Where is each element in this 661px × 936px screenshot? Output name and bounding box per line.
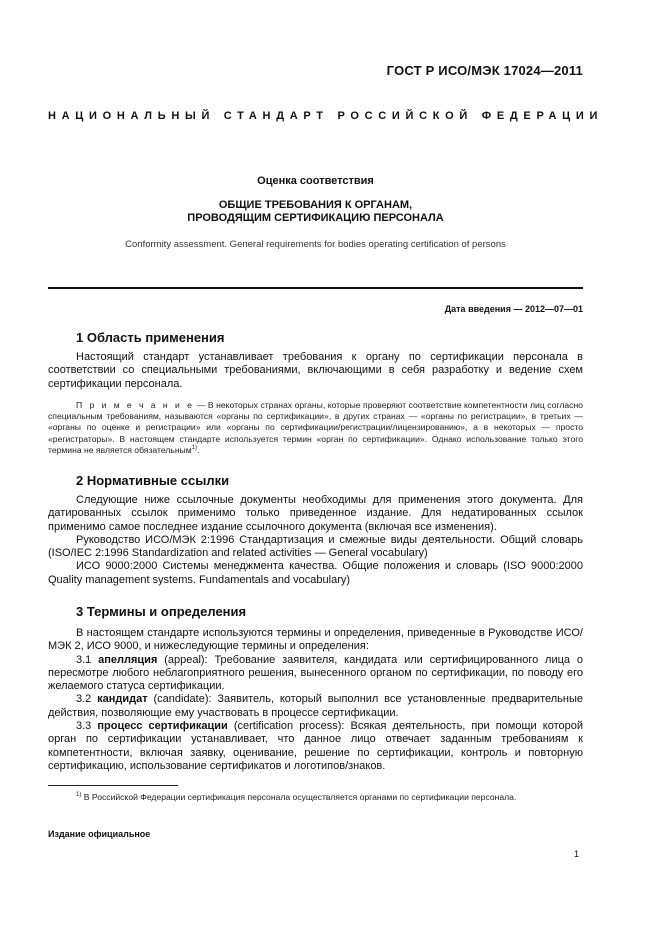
normative-reference-2: ИСО 9000:2000 Системы менеджмента качества. Общие положения и словарь (ISO 9000:2000 Quality management systems. Fundamentals and vocabulary) [48,560,583,586]
section-3-body [48,627,583,773]
term-entry: 3.1 апелляция (appeal): Требование заявителя, кандидата или сертифицированного лица о пересмотре любого неблагоприятного решения, вынесенного органом по сертификации, по поводу его желаемого статуса сертификации. [48,653,583,693]
section-3-heading: 3 Термины и определения [76,604,247,619]
footnote [48,791,583,803]
footnote-marker: 1) [76,792,82,799]
term-name: процесс сертификации [97,720,228,733]
section-2-body [48,494,583,587]
document-title-english: Conformity assessment. General requirements for bodies operating certification of persons [125,239,506,250]
document-title-line-2: ПРОВОДЯЩИМ СЕРТИФИКАЦИЮ ПЕРСОНАЛА [187,212,444,224]
document-title [48,199,583,225]
note-footnote-ref: 1) [191,444,197,451]
introduction-date: Дата введения — 2012—07—01 [444,304,583,314]
header-divider [48,287,583,289]
document-kicker: Оценка соответствия [257,175,374,187]
term-name: кандидат [97,693,148,706]
standard-number: ГОСТ Р ИСО/МЭК 17024—2011 [386,63,583,78]
section-1-body [48,351,583,391]
edition-label: Издание официальное [48,829,151,839]
section-2-paragraph: Следующие ниже ссылочные документы необходимы для применения этого документа. Для датированных ссылок применимо только приведенное издание. Для недатированных ссылок применимо самое последнее издание ссылочного документа (включая все изменения). [48,494,583,533]
section-2-heading: 2 Нормативные ссылки [76,473,230,488]
document-title-line-1: ОБЩИЕ ТРЕБОВАНИЯ К ОРГАНАМ, [218,199,413,211]
section-1-heading: 1 Область применения [76,330,225,345]
note-text: — В некоторых странах органы, которые проверяют соответствие компетентности лиц согласно специальным требованиям, называются «органы по сертификации», в других странах — «органы по регистрации», в третьих — «органы по оценке и регистрации» или «органы по сертификации/регистрации/лицензированию», а в некоторых — просто «регистраторы». В настоящем стандарте используется термин «орган по сертификации». Однако использование только этого термина не является обязательным [48,400,583,455]
normative-reference-1: Руководство ИСО/МЭК 2:1996 Стандартизация и смежные виды деятельности. Общий словарь (ISO/IEC 2:1996 Standardization and related activities — General vocabulary) [48,533,583,560]
term-entry: 3.2 кандидат (candidate): Заявитель, который выполнил все установленные предварительные действия, позволяющие ему участвовать в процессе сертификации. [48,693,583,719]
term-name: апелляция [98,653,158,666]
term-entry: 3.3 процесс сертификации (certification process): Всякая деятельность, при помощи которой орган по сертификации устанавливает, что данное лицо отвечает заданным требованиям к компетентности, включая заявку, оценивание, решение по сертификации, контроль и повторную сертификацию, использование сертификатов и логотипов/знаков. [48,720,583,772]
page-number: 1 [573,849,579,859]
footnote-divider [48,785,178,786]
section-3-intro: В настоящем стандарте используются термины и определения, приведенные в Руководстве ИСО/МЭК 2, ИСО 9000, и нижеследующие термины и определения: [48,627,583,653]
national-standard-banner: НАЦИОНАЛЬНЫЙ СТАНДАРТ РОССИЙСКОЙ ФЕДЕРАЦИИ [48,110,604,122]
note-label: П р и м е ч а н и е [76,400,195,410]
section-1-paragraph: Настоящий стандарт устанавливает требования к органу по сертификации персонала в соответствии со специальными требованиями, включающими в себя разработку и ведение схем сертификации персонала. [48,351,583,390]
footnote-text: В Российской Федерации сертификация персонала осуществляется органами по сертификации персонала. [81,792,517,802]
section-1-note: П р и м е ч а н и е — В некоторых странах органы, которые проверяют соответствие компетентности лиц согласно специальным требованиям, называются «органы по сертификации», в других странах — «органы по регистрации», в третьих — «органы по оценке и регистрации» или «органы по сертификации/регистрации/лицензированию», а в некоторых — просто «регистраторы». В настоящем стандарте используется термин «орган по сертификации». Однако использование только этого термина не является обязательным$^{1)}$. [48,400,583,455]
